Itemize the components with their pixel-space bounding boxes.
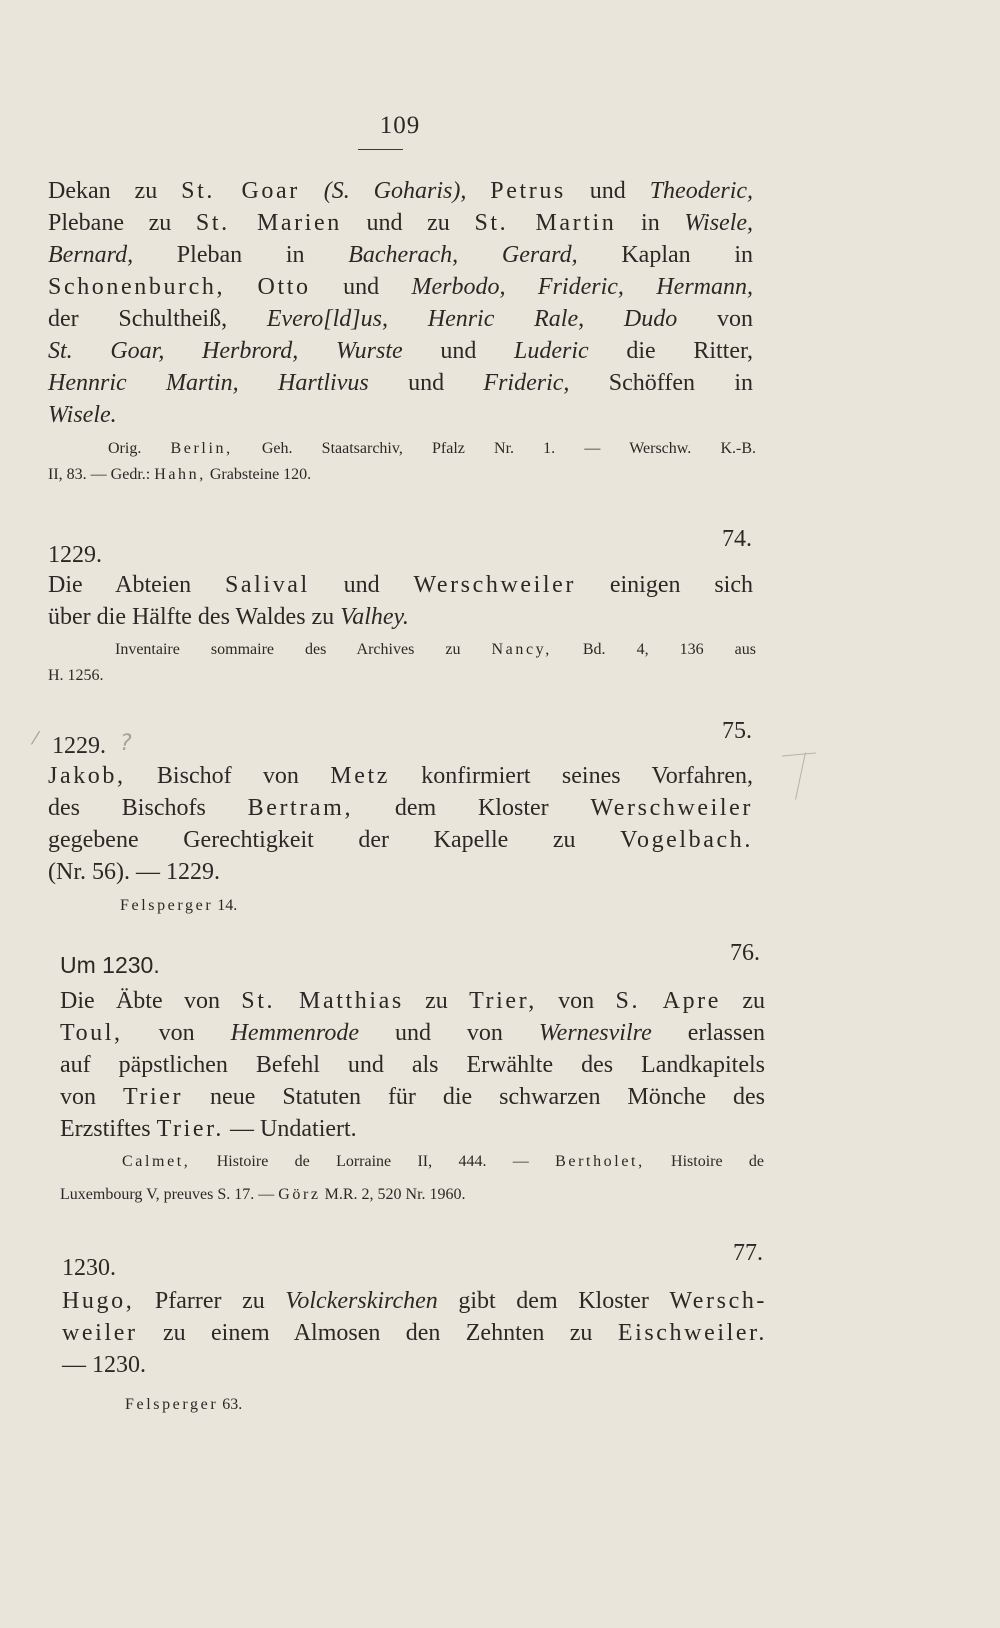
entry-number: 75.: [722, 718, 752, 744]
pencil-mark: ⁄: [34, 728, 38, 749]
italic-name: Hennric Martin,: [48, 370, 239, 396]
regest-text-line: Hennric Martin, Hartlivus und Frideric, Schöffen in: [48, 370, 753, 396]
regest-text-line: Plebane zu St. Marien und zu St. Martin in Wisele,: [48, 210, 754, 236]
italic-name: Wisele.: [48, 402, 117, 428]
spaced-name: Bertholet,: [555, 1153, 645, 1170]
italic-name: Theoderic,: [649, 178, 754, 204]
spaced-name: Otto: [257, 274, 311, 300]
regest-text-line: St. Goar, Herbrord, Wurste und Luderic die Ritter,: [48, 338, 754, 364]
spaced-name: Felsperger: [120, 897, 214, 914]
spaced-name: Metz: [330, 763, 390, 789]
regest-text-line: Jakob, Bischof von Metz konfirmiert seines Vorfahren,: [48, 763, 753, 789]
regest-text-line: weiler zu einem Almosen den Zehnten zu Eischweiler.: [62, 1320, 767, 1346]
source-citation-line: II, 83. — Gedr.: Hahn, Grabsteine 120.: [48, 466, 312, 483]
italic-name: Gerard,: [501, 242, 578, 268]
spaced-name: Bertram,: [247, 795, 354, 821]
spaced-name: Nancy,: [491, 641, 552, 658]
source-citation-line: Inventaire sommaire des Archives zu Nancy, Bd. 4, 136 aus: [115, 641, 756, 658]
spaced-name: Berlin,: [170, 440, 233, 457]
source-citation-line: Felsperger 63.: [125, 1396, 243, 1413]
italic-name: Dudo: [623, 306, 678, 332]
spaced-name: Trier.: [156, 1116, 225, 1142]
spaced-name: Eischweiler.: [617, 1320, 767, 1346]
italic-name: Frideric,: [483, 370, 570, 396]
spaced-name: weiler: [62, 1320, 138, 1346]
source-citation-line: Luxembourg V, preuves S. 17. — Görz M.R. 2, 520 Nr. 1960.: [60, 1186, 466, 1203]
entry-date: 1230.: [62, 1255, 116, 1281]
italic-name: Hemmenrode: [230, 1020, 359, 1046]
regest-text-line: Schonenburch, Otto und Merbodo, Frideric, Hermann,: [48, 274, 753, 300]
spaced-name: St. Goar: [181, 178, 300, 204]
spaced-name: Werschweiler: [590, 795, 753, 821]
spaced-name: Trier,: [469, 988, 537, 1014]
italic-name: Herbrord,: [202, 338, 299, 364]
spaced-name: Toul,: [60, 1020, 123, 1046]
spaced-name: Vogelbach.: [620, 827, 753, 853]
italic-name: Hartlivus: [278, 370, 369, 396]
regest-text-line: — 1230.: [62, 1352, 146, 1378]
regest-text-line: Toul, von Hemmenrode und von Wernesvilre erlassen: [60, 1020, 766, 1046]
pencil-margin-mark: [795, 752, 806, 799]
entry-date: 1229.: [48, 542, 102, 568]
regest-text-line: des Bischofs Bertram, dem Kloster Werschweiler: [48, 795, 753, 821]
spaced-name: St. Marien: [195, 210, 342, 236]
italic-name: Wernesvilre: [538, 1020, 652, 1046]
pencil-question-mark: ?: [120, 731, 132, 756]
italic-name: Valhey.: [340, 604, 409, 630]
spaced-name: St. Martin: [474, 210, 617, 236]
italic-name: Volckerskirchen: [285, 1288, 438, 1314]
spaced-name: Petrus: [490, 178, 566, 204]
regest-text-line: Bernard, Pleban in Bacherach, Gerard, Kaplan in: [48, 242, 753, 268]
italic-name: Merbodo, Frideric, Hermann,: [411, 274, 753, 300]
spaced-name: Calmet,: [122, 1153, 191, 1170]
page-number-rule: [358, 149, 403, 150]
regest-text-line: (Nr. 56). — 1229.: [48, 859, 220, 885]
spaced-name: Werschweiler: [413, 572, 577, 598]
italic-name: Wurste: [335, 338, 403, 364]
spaced-name: Hahn,: [154, 466, 206, 483]
regest-text-line: der Schultheiß, Evero[ld]us, Henric Rale, Dudo von: [48, 306, 754, 332]
spaced-name: Görz: [278, 1186, 321, 1203]
source-citation-line: Felsperger 14.: [120, 897, 238, 914]
entry-date: 1229.: [52, 733, 106, 759]
spaced-name: Jakob,: [48, 763, 126, 789]
italic-name: St. Goar,: [48, 338, 165, 364]
source-citation-line: Orig. Berlin, Geh. Staatsarchiv, Pfalz Nr. 1. — Werschw. K.-B.: [108, 440, 757, 457]
entry-number: 77.: [733, 1240, 763, 1266]
spaced-name: Trier: [122, 1084, 184, 1110]
italic-name: Bacherach,: [348, 242, 459, 268]
pencil-margin-mark: [782, 753, 816, 757]
regest-text-line: Erzstiftes Trier. — Undatiert.: [60, 1116, 357, 1142]
entry-number: 76.: [730, 940, 760, 966]
spaced-name: Hugo,: [62, 1288, 135, 1314]
entry-number: 74.: [722, 526, 752, 552]
italic-name: Wisele,: [684, 210, 754, 236]
italic-name: Luderic: [514, 338, 589, 364]
italic-name: (S. Goharis),: [323, 178, 467, 204]
italic-name: Henric Rale,: [427, 306, 585, 332]
regest-text-line: Die Äbte von St. Matthias zu Trier, von S. Apre zu: [60, 988, 766, 1014]
spaced-name: Schonenburch,: [48, 274, 226, 300]
source-citation-line: H. 1256.: [48, 667, 104, 684]
spaced-name: Wersch-: [669, 1288, 768, 1314]
regest-text-line: Hugo, Pfarrer zu Volckerskirchen gibt dem Kloster Wersch-: [62, 1288, 768, 1314]
regest-text-line: gegebene Gerechtigkeit der Kapelle zu Vogelbach.: [48, 827, 753, 853]
regest-text-line: Dekan zu St. Goar (S. Goharis), Petrus und Theoderic,: [48, 178, 754, 204]
spaced-name: St. Matthias: [241, 988, 404, 1014]
spaced-name: S. Apre: [615, 988, 722, 1014]
spaced-name: Felsperger: [125, 1396, 219, 1413]
source-citation-line: Calmet, Histoire de Lorraine II, 444. — Bertholet, Histoire de: [122, 1153, 764, 1170]
italic-name: Evero[ld]us,: [266, 306, 388, 332]
regest-text-line: über die Hälfte des Waldes zu Valhey.: [48, 604, 409, 630]
page-number: 109: [379, 112, 421, 139]
italic-name: Bernard,: [48, 242, 134, 268]
regest-text-line: Die Abteien Salival und Werschweiler einigen sich: [48, 572, 753, 598]
spaced-name: Salival: [224, 572, 310, 598]
regest-text-line: von Trier neue Statuten für die schwarzen Mönche des: [60, 1084, 765, 1110]
regest-text-line: [48, 399, 753, 431]
regest-text-line: auf päpstlichen Befehl und als Erwählte des Landkapitels: [60, 1052, 765, 1078]
entry-date: Um 1230.: [60, 952, 160, 978]
